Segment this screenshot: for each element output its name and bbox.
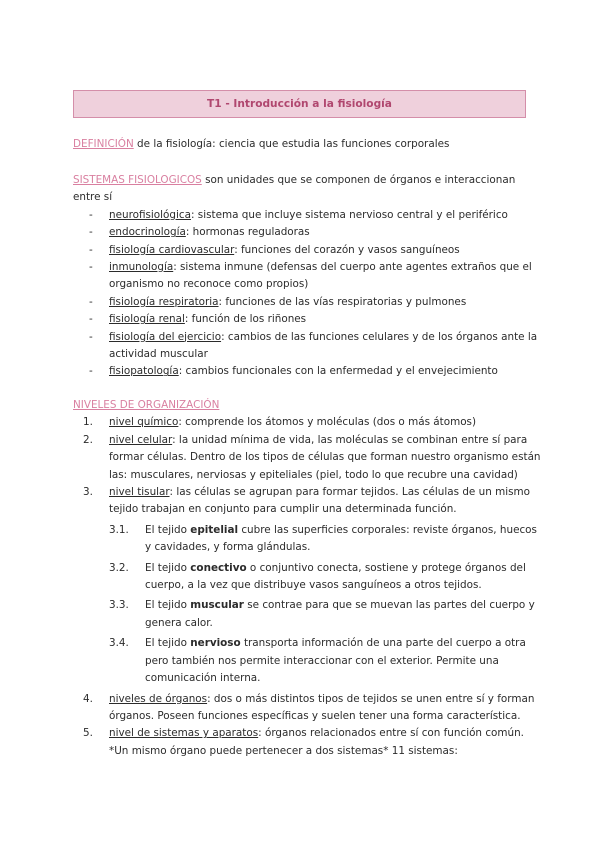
list-item: 3.4. El tejido nervioso transporta información de una parte del cuerpo a otra pero también nos permite interaccionar con el exterior. Permite una comunicación interna. [109,637,526,685]
systems-section [73,172,543,381]
list-item: 4. niveles de órganos: dos o más distintos tipos de tejidos se unen entre sí y forman órganos. Poseen funciones específicas y suelen tener una forma característica. [83,692,535,722]
definition-paragraph [73,136,543,153]
definition-text: de la fisiología: ciencia que estudia las funciones corporales [133,138,450,150]
list-item: 5. nivel de sistemas y aparatos: órganos relacionados entre sí con función común. *Un mismo órgano puede pertenecer a dos sistemas* 11 sistemas: [83,727,524,757]
levels-heading: NIVELES DE ORGANIZACIÓN [73,399,220,411]
systems-text: son unidades que se componen de órganos e interaccionan entre sí [73,174,516,204]
systems-list [73,207,543,381]
list-item: - inmunología: sistema inmune (defensas del cuerpo ante agentes extraños que el organismo no reconoce como propios) [89,261,532,291]
list-item: 3.2. El tejido conectivo o conjuntivo conecta, sostiene y protege órganos del cuerpo, a la vez que distribuye vasos sanguíneos a otros tejidos. [109,561,526,592]
levels-section [73,397,543,760]
tissue-sublist [109,522,543,688]
systems-label: SISTEMAS FISIOLOGICOS [73,174,202,186]
list-item: 2. nivel celular: la unidad mínima de vida, las moléculas se combinan entre sí para formar células. Dentro de los tipos de células que forman nuestro organismo están las: musculares, nerviosas y epiteliales (piel, todo lo que recubre una cavidad) [83,433,541,481]
levels-list [73,414,543,760]
list-item: - fisiopatología: cambios funcionales con la enfermedad y el envejecimiento [89,365,498,378]
list-item: - fisiología renal: función de los riñones [89,313,307,326]
systems-intro [73,172,543,207]
list-item: - neurofisiológica: sistema que incluye sistema nervioso central y el periférico [89,208,508,221]
page-title: T1 - Introducción a la fisiología [73,90,526,118]
list-item: 1. nivel químico: comprende los átomos y moléculas (dos o más átomos) [83,416,477,429]
list-item: 3.1. El tejido epitelial cubre las superficies corporales: reviste órganos, huecos y cavidades, y forma glándulas. [109,523,537,554]
list-item: - fisiología cardiovascular: funciones del corazón y vasos sanguíneos [89,243,460,256]
list-item: - fisiología respiratoria: funciones de las vías respiratorias y pulmones [89,295,467,308]
list-item: - fisiología del ejercicio: cambios de las funciones celulares y de los órganos ante la actividad muscular [89,330,538,361]
list-item: 3.3. El tejido muscular se contrae para que se muevan las partes del cuerpo y genera calor. [109,599,535,629]
list-item: - endocrinología: hormonas reguladoras [89,226,310,239]
definition-label: DEFINICIÓN [73,138,134,150]
list-item: 3. nivel tisular: las células se agrupan para formar tejidos. Las células de un mismo tejido trabajan en conjunto para cumplir una determinada función. 3.1. El tejido epitelial cubre las superficies corporales: reviste órganos, huecos y cavidades, y forma glándulas. 3.2. El tejido conectivo o conjuntivo conecta, sostiene y protege órganos del cuerpo, a la vez que distribuye vasos sanguíneos a otros tejidos. 3.3. El tejido muscular se contrae para que se muevan las partes del cuerpo y genera calor. 3.4. El tejido nervioso transporta información de una parte del cuerpo a otra pero también nos permite interaccionar con el exterior. Permite una comunicación interna. [73,484,543,687]
